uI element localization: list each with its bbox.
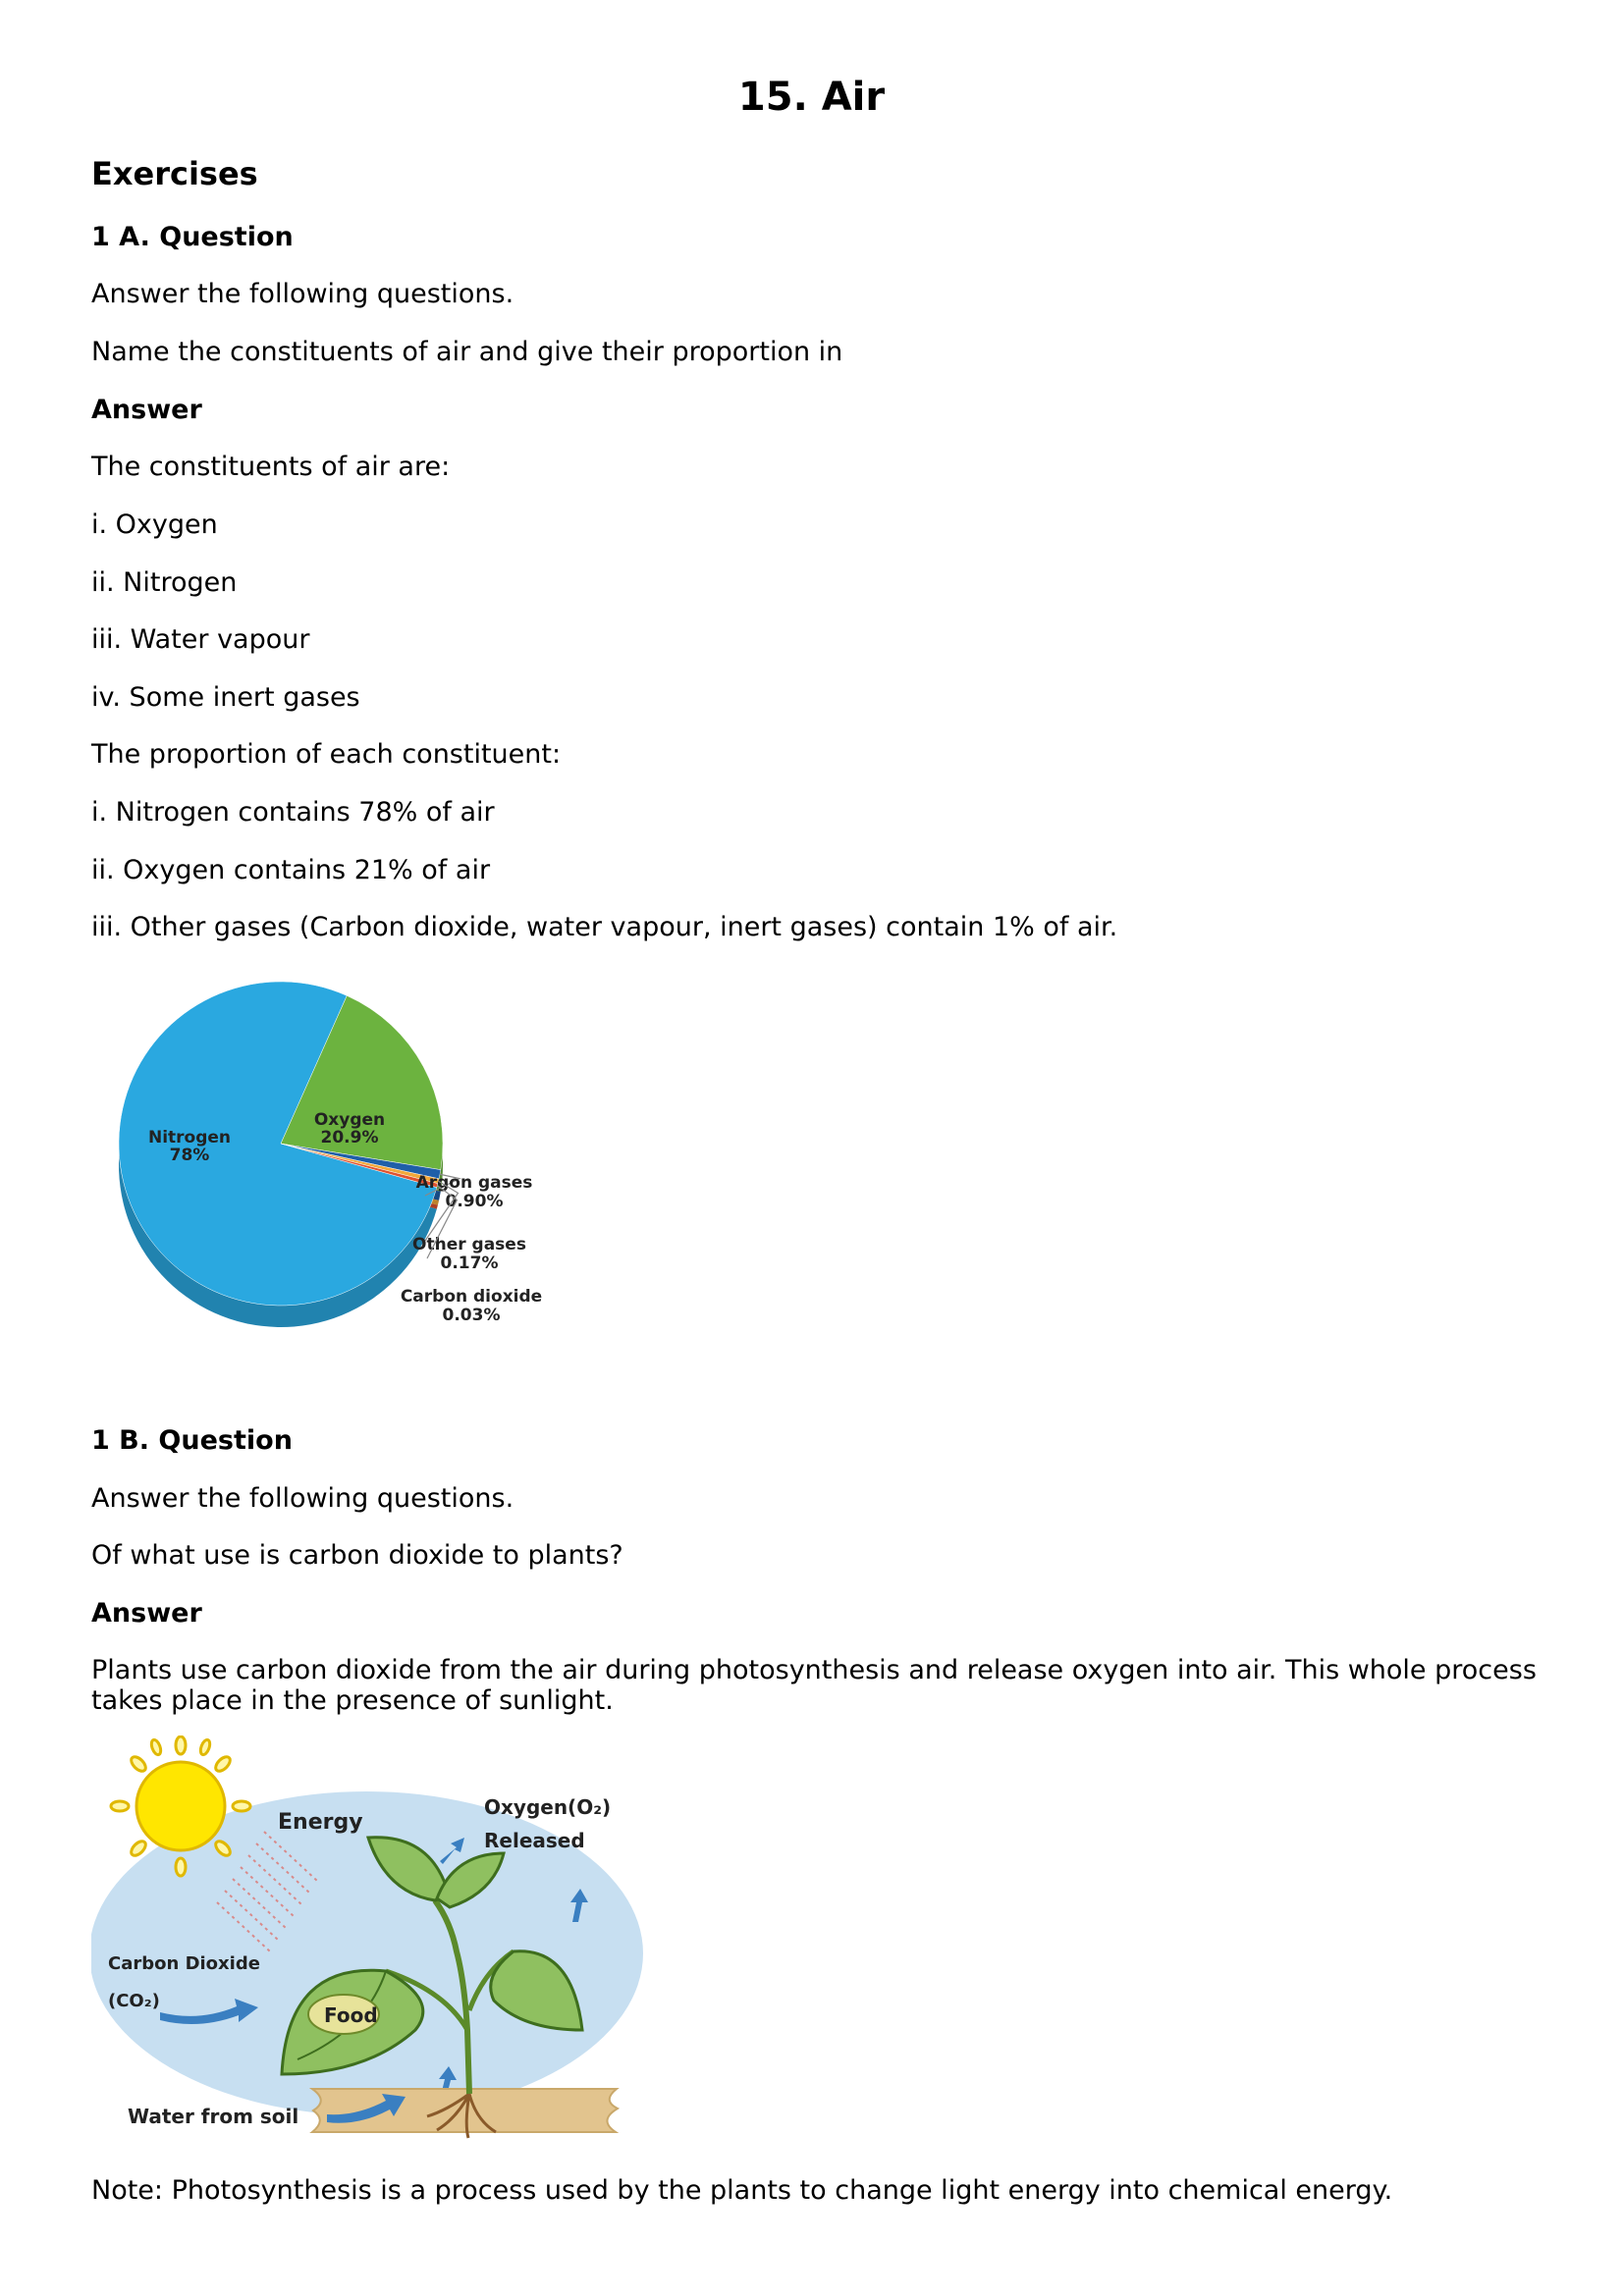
air-composition-pie-chart xyxy=(111,982,700,1345)
slice-label-carbon-dioxide: Carbon dioxide xyxy=(400,1287,543,1307)
question-1b-prompt: Answer the following questions. xyxy=(91,1483,514,1514)
slice-label-argon-gases: Argon gases xyxy=(415,1173,533,1193)
slice-value-oxygen: 20.9% xyxy=(320,1128,379,1148)
co2-label: Carbon Dioxide xyxy=(108,1953,260,1974)
answer-1b-label: Answer xyxy=(91,1598,202,1629)
slice-label-nitrogen: Nitrogen xyxy=(147,1128,232,1148)
question-1b-heading: 1 B. Question xyxy=(91,1425,293,1456)
slice-value-other-gases: 0.17% xyxy=(440,1254,499,1273)
note-text: Note: Photosynthesis is a process used by the plants to change light energy into chemical energy. xyxy=(91,2175,1393,2206)
constituent-item: iii. Water vapour xyxy=(91,624,310,655)
proportion-item: ii. Oxygen contains 21% of air xyxy=(91,855,491,885)
answer-1a-intro: The constituents of air are: xyxy=(91,452,451,482)
co2-formula-label: (CO₂) xyxy=(108,1991,160,2011)
section-heading: Exercises xyxy=(91,155,258,192)
slice-value-carbon-dioxide: 0.03% xyxy=(442,1306,501,1325)
photosynthesis-diagram xyxy=(91,1735,651,2148)
slice-value-nitrogen: 78% xyxy=(169,1146,210,1165)
page-title: 15. Air xyxy=(737,75,886,120)
question-1a-text: Name the constituents of air and give their proportion in xyxy=(91,337,843,367)
constituent-item: ii. Nitrogen xyxy=(91,567,238,598)
question-1a-heading: 1 A. Question xyxy=(91,222,294,252)
answer-1b-text: Plants use carbon dioxide from the air during photosynthesis and release oxygen into air. This whole process takes place in the presence of sunlight. xyxy=(91,1655,1537,1716)
question-1b-text: Of what use is carbon dioxide to plants? xyxy=(91,1540,623,1571)
slice-value-argon-gases: 0.90% xyxy=(445,1192,504,1211)
answer-1a-label: Answer xyxy=(91,395,202,425)
proportion-item: iii. Other gases (Carbon dioxide, water vapour, inert gases) contain 1% of air. xyxy=(91,912,1118,942)
constituent-item: i. Oxygen xyxy=(91,509,218,540)
question-1a-prompt: Answer the following questions. xyxy=(91,279,514,309)
water-label: Water from soil xyxy=(128,2105,299,2128)
food-label: Food xyxy=(324,2003,378,2027)
released-label: Released xyxy=(484,1829,585,1852)
slice-label-oxygen: Oxygen xyxy=(313,1110,386,1130)
proportion-item: i. Nitrogen contains 78% of air xyxy=(91,797,495,828)
constituent-item: iv. Some inert gases xyxy=(91,682,360,713)
energy-label: Energy xyxy=(278,1810,363,1835)
oxygen-label: Oxygen(O₂) xyxy=(484,1795,612,1819)
proportion-intro: The proportion of each constituent: xyxy=(91,739,562,770)
slice-label-other-gases: Other gases xyxy=(412,1235,526,1255)
